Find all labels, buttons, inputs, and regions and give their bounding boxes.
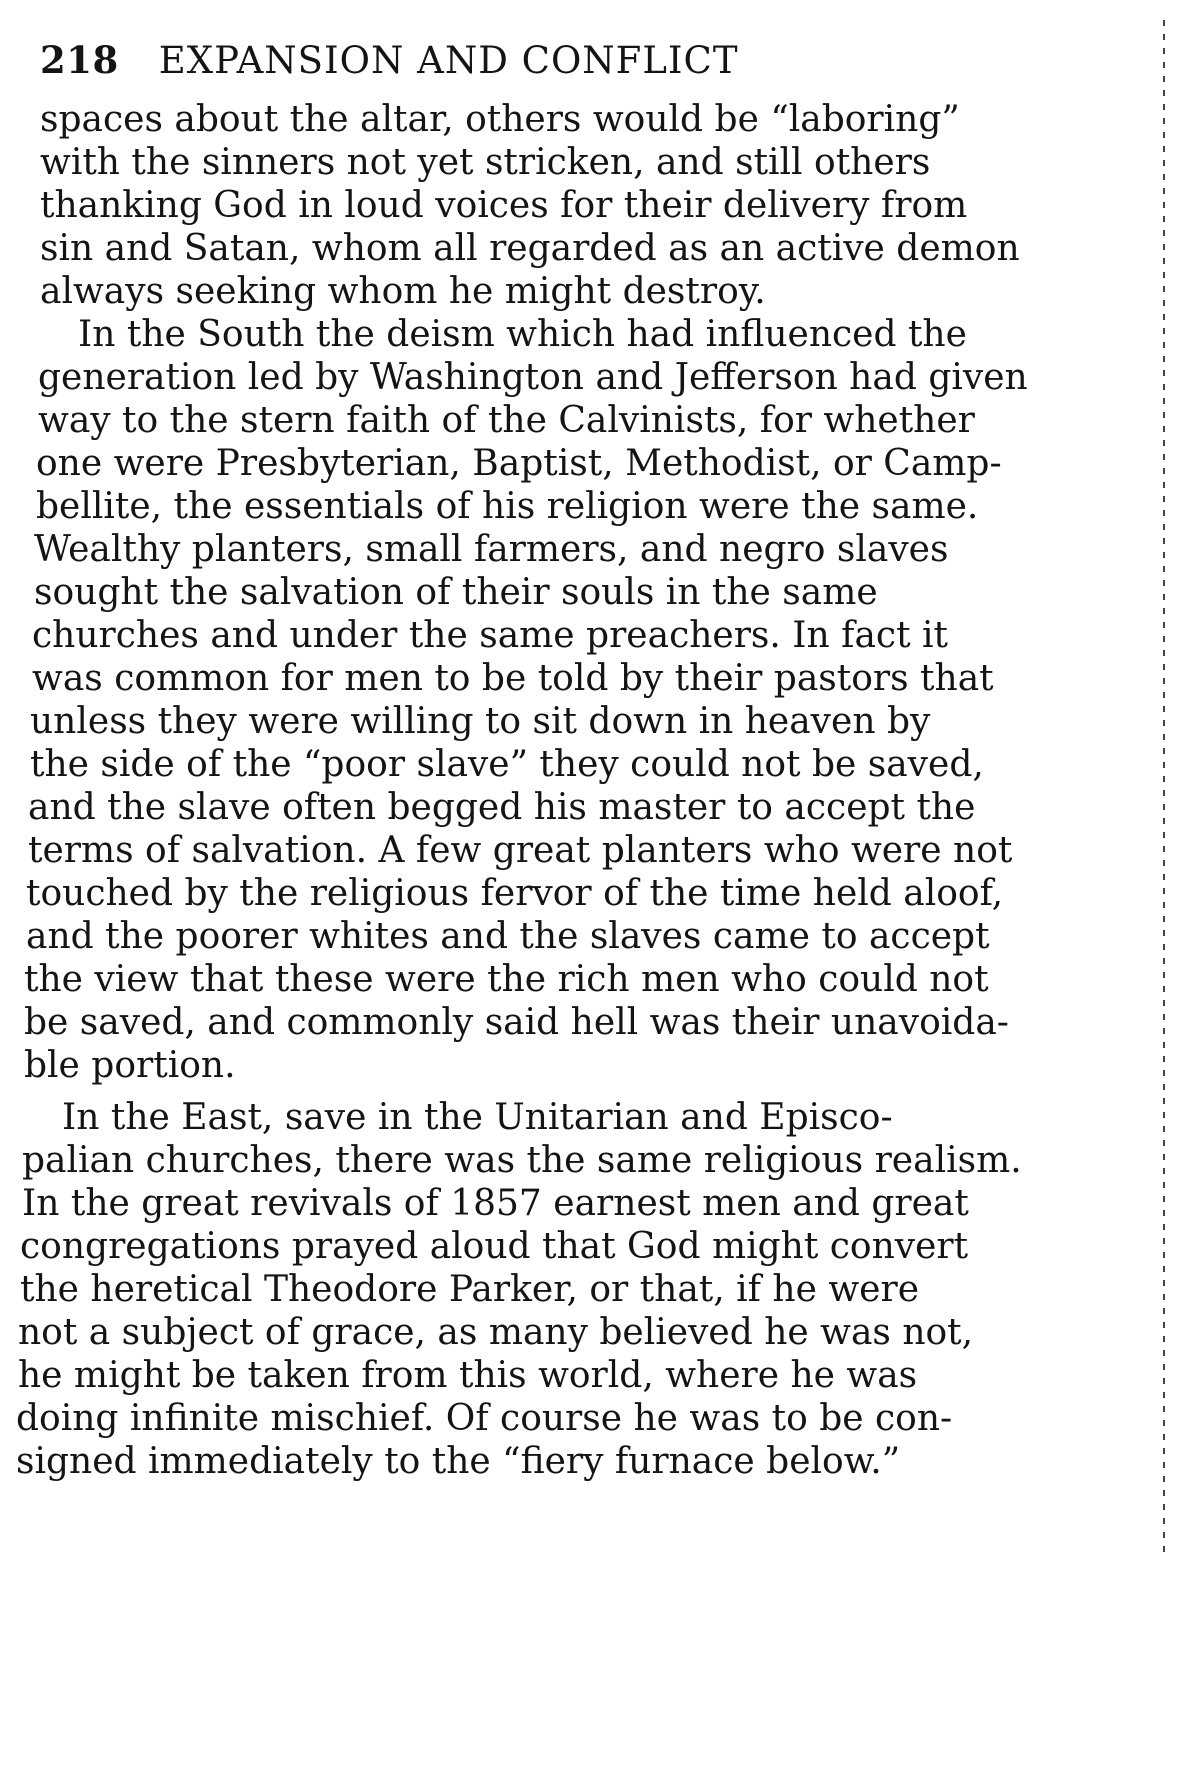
text-line: he might be taken from this world, where he was bbox=[18, 1355, 918, 1396]
text-line: touched by the religious fervor of the time held aloof, bbox=[26, 873, 1004, 914]
text-line: and the slave often begged his master to accept the bbox=[28, 787, 976, 828]
text-line: the side of the “poor slave” they could not be saved, bbox=[30, 744, 984, 785]
text-line: unless they were willing to sit down in heaven by bbox=[30, 701, 931, 742]
text-line: congregations prayed aloud that God might convert bbox=[20, 1226, 969, 1267]
text-line: In the South the deism which had influenced the bbox=[78, 314, 967, 355]
text-line: the view that these were the rich men who could not bbox=[24, 959, 989, 1000]
text-line: was common for men to be told by their pastors that bbox=[32, 658, 994, 699]
text-line: In the great revivals of 1857 earnest men and great bbox=[22, 1183, 969, 1224]
text-line: sought the salvation of their souls in the same bbox=[34, 572, 878, 613]
text-line: bellite, the essentials of his religion were the same. bbox=[36, 486, 979, 527]
text-line: the heretical Theodore Parker, or that, if he were bbox=[20, 1269, 919, 1310]
scan-edge-marks bbox=[1163, 20, 1165, 1560]
text-line: with the sinners not yet stricken, and still others bbox=[40, 142, 931, 183]
text-line: churches and under the same preachers. In fact it bbox=[32, 615, 948, 656]
page-number: 218 bbox=[40, 38, 119, 82]
text-line: always seeking whom he might destroy. bbox=[40, 271, 766, 312]
text-line: and the poorer whites and the slaves came to accept bbox=[26, 916, 990, 957]
text-line: thanking God in loud voices for their delivery from bbox=[40, 185, 968, 226]
text-line: In the East, save in the Unitarian and Episco- bbox=[62, 1097, 893, 1138]
text-line: not a subject of grace, as many believed he was not, bbox=[18, 1312, 974, 1353]
text-line: doing infinite mischief. Of course he was to be con- bbox=[16, 1398, 953, 1439]
text-line: signed immediately to the “fiery furnace below.” bbox=[16, 1441, 901, 1482]
running-title: EXPANSION AND CONFLICT bbox=[158, 39, 739, 82]
text-line: ble portion. bbox=[24, 1045, 236, 1086]
text-line: spaces about the altar, others would be “laboring” bbox=[40, 99, 960, 140]
text-line: be saved, and commonly said hell was their unavoida- bbox=[24, 1002, 1009, 1043]
text-line: palian churches, there was the same religious realism. bbox=[22, 1140, 1022, 1181]
text-line: terms of salvation. A few great planters who were not bbox=[28, 830, 1013, 871]
text-line: one were Presbyterian, Baptist, Methodist, or Camp- bbox=[36, 443, 1002, 484]
text-line: Wealthy planters, small farmers, and negro slaves bbox=[34, 529, 949, 570]
text-line: generation led by Washington and Jefferson had given bbox=[38, 357, 1028, 398]
text-line: sin and Satan, whom all regarded as an active demon bbox=[40, 228, 1020, 269]
text-line: way to the stern faith of the Calvinists, for whether bbox=[38, 400, 975, 441]
